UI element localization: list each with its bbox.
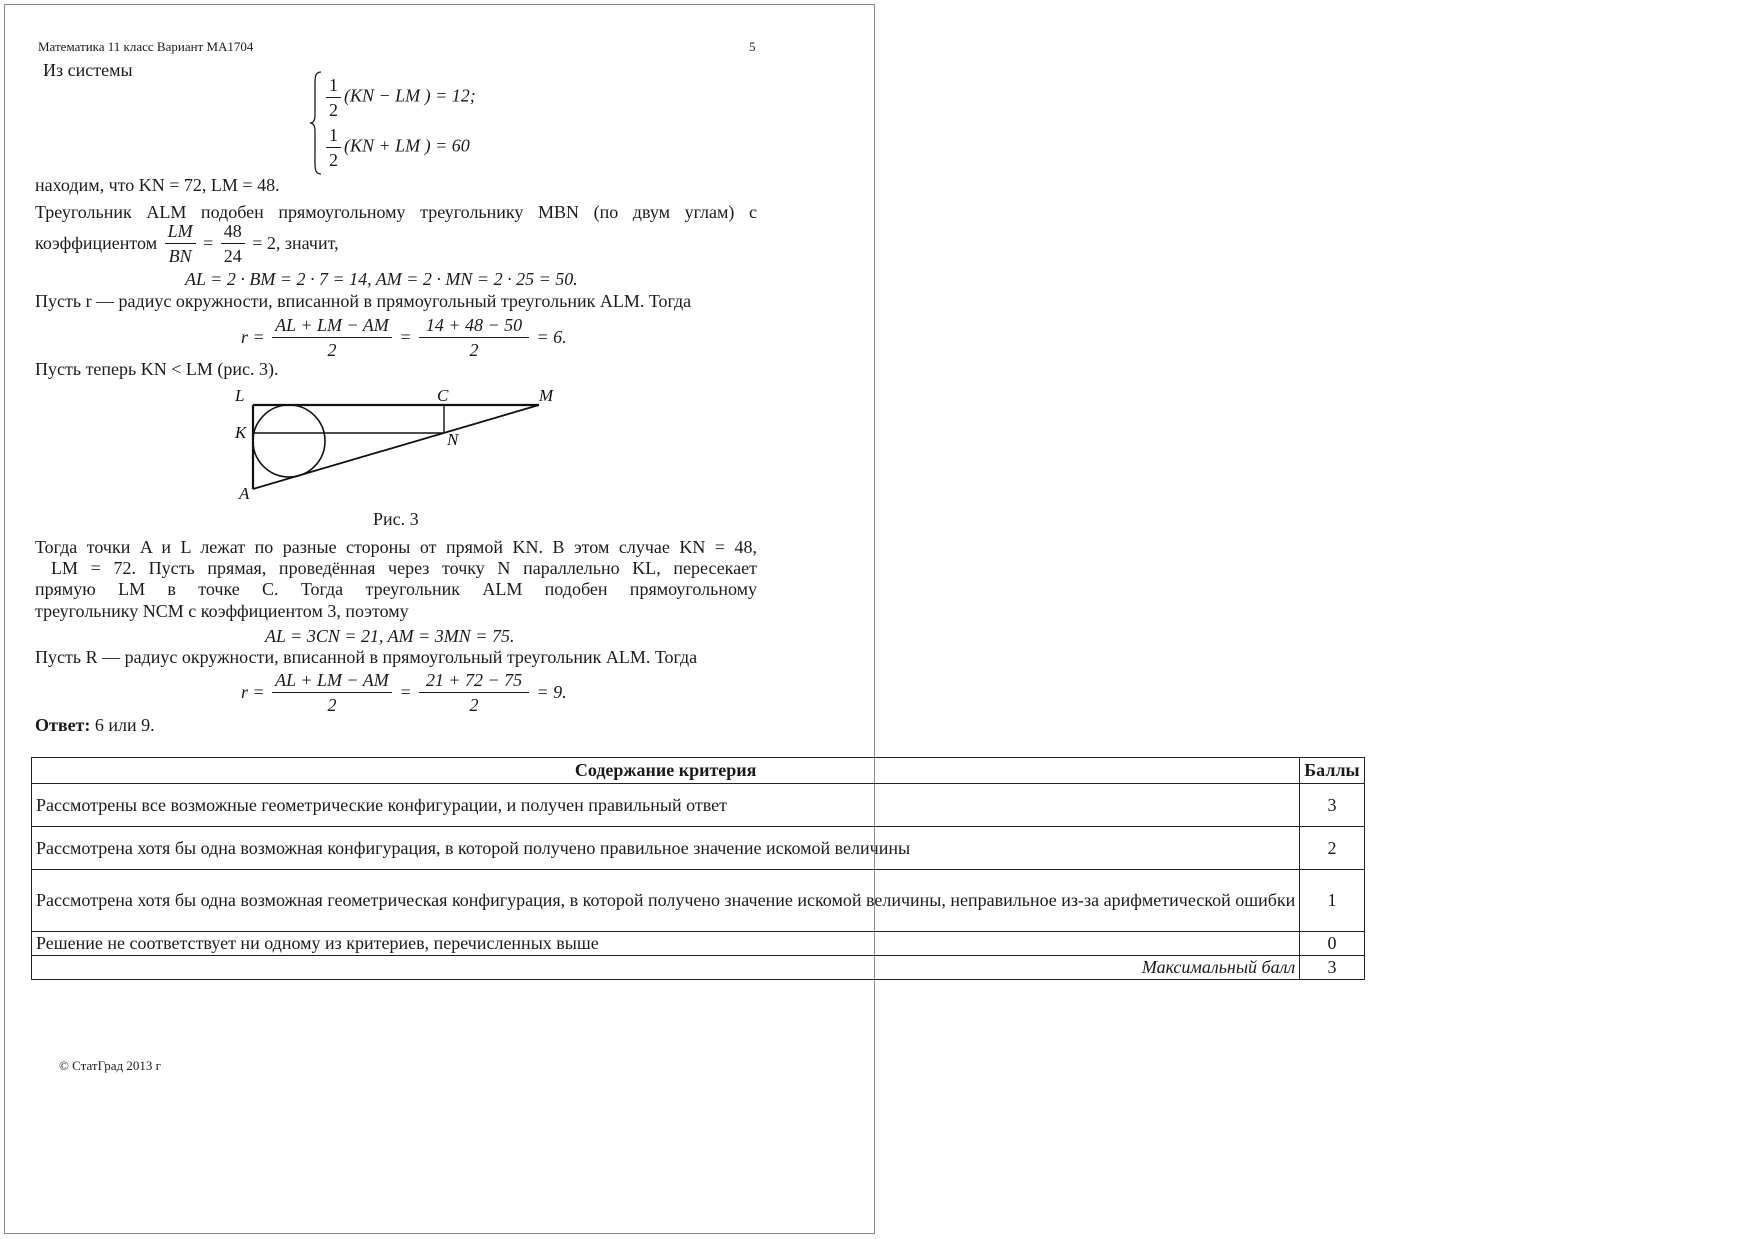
equation-2: $\frac{1}{2}$ (KN + LM ) = 60 bbox=[323, 123, 470, 172]
answer-line bbox=[35, 715, 155, 736]
intro-text: Из системы bbox=[43, 60, 133, 80]
label-L: L bbox=[235, 386, 245, 405]
r-formula-1: r = $\frac{AL + LM - AM}{2}$ = $\frac{14 + 48 - 50}{2}$ = 6. bbox=[241, 315, 567, 360]
let-R-line: Пусть R — радиус окружности, вписанной в прямоугольный треугольник ALM. Тогда bbox=[35, 647, 698, 667]
answer-value: 6 или 9. bbox=[90, 715, 155, 735]
system-brace bbox=[309, 71, 323, 180]
label-K: K bbox=[235, 423, 247, 442]
criterion-text: Решение не соответствует ни одному из критериев, перечисленных выше bbox=[32, 932, 1300, 956]
para2-line-4: треугольнику NCM с коэффициентом 3, поэтому bbox=[35, 601, 409, 621]
label-M: M bbox=[539, 386, 554, 405]
para2-line-2: LM = 72. Пусть прямая, проведённая через точку N параллельно KL, пересекает bbox=[51, 558, 757, 578]
similar-line-1: Треугольник ALM подобен прямоугольному треугольнику MBN (по двум углам) с bbox=[35, 202, 757, 222]
let-r-line: Пусть r — радиус окружности, вписанной в прямоугольный треугольник ALM. Тогда bbox=[35, 291, 692, 311]
page-number: 5 bbox=[749, 39, 756, 54]
r-formula-2: r = $\frac{AL + LM - AM}{2}$ = $\frac{21 + 72 - 75}{2}$ = 9. bbox=[241, 670, 567, 715]
label-C: C bbox=[437, 386, 449, 405]
find-line: находим, что KN = 72, LM = 48. bbox=[35, 175, 280, 195]
criterion-score: 0 bbox=[1300, 932, 1364, 956]
footer-copyright: © СтатГрад 2013 г bbox=[59, 1058, 161, 1073]
max-score-row bbox=[32, 956, 1365, 980]
figure-caption: Рис. 3 bbox=[373, 509, 419, 529]
criterion-score: 3 bbox=[1300, 784, 1364, 827]
answer-label: Ответ: bbox=[35, 715, 91, 735]
table-row bbox=[32, 827, 1365, 870]
table-row bbox=[32, 784, 1365, 827]
criterion-text: Рассмотрена хотя бы одна возможная геометрическая конфигурация, в которой получено значение искомой величины, неправильное из-за арифметической ошибки bbox=[32, 870, 1300, 932]
criteria-table bbox=[31, 757, 1365, 980]
table-row bbox=[32, 932, 1365, 956]
table-row bbox=[32, 870, 1365, 932]
document-page bbox=[4, 4, 1360, 1234]
max-score-value: 3 bbox=[1300, 956, 1364, 980]
label-A: A bbox=[239, 484, 250, 503]
al-am-line: AL = 2 · BM = 2 · 7 = 14, AM = 2 · MN = 2 · 25 = 50. bbox=[185, 269, 578, 289]
equation-1: $\frac{1}{2}$ (KN − LM ) = 12; bbox=[323, 73, 476, 122]
table-header-row bbox=[32, 758, 1365, 784]
figure-3 bbox=[229, 381, 569, 510]
header-score: Баллы bbox=[1300, 758, 1364, 784]
header-content: Содержание критерия bbox=[32, 758, 1300, 784]
al-am-line-2: AL = 3CN = 21, AM = 3MN = 75. bbox=[265, 626, 515, 646]
label-N: N bbox=[447, 430, 459, 449]
max-score-label: Максимальный балл bbox=[32, 956, 1300, 980]
inscribed-circle bbox=[253, 405, 325, 477]
page-header: Математика 11 класс Вариант МА1704 bbox=[38, 39, 254, 54]
para2-line-3: прямую LM в точке C. Тогда треугольник ALM подобен прямоугольному bbox=[35, 579, 757, 599]
let-now-line: Пусть теперь KN < LM (рис. 3). bbox=[35, 359, 279, 379]
ratio-line: коэффициентом $\frac{LM}{BN}$ = $\frac{48}{24}$ = 2, значит, bbox=[35, 221, 339, 266]
para2-line-1: Тогда точки A и L лежат по разные стороны от прямой KN. В этом случае KN = 48, bbox=[35, 537, 757, 557]
criterion-text: Рассмотрена хотя бы одна возможная конфигурация, в которой получено правильное значение искомой величины bbox=[32, 827, 1300, 870]
criterion-text: Рассмотрены все возможные геометрические конфигурации, и получен правильный ответ bbox=[32, 784, 1300, 827]
criterion-score: 2 bbox=[1300, 827, 1364, 870]
criterion-score: 1 bbox=[1300, 870, 1364, 932]
